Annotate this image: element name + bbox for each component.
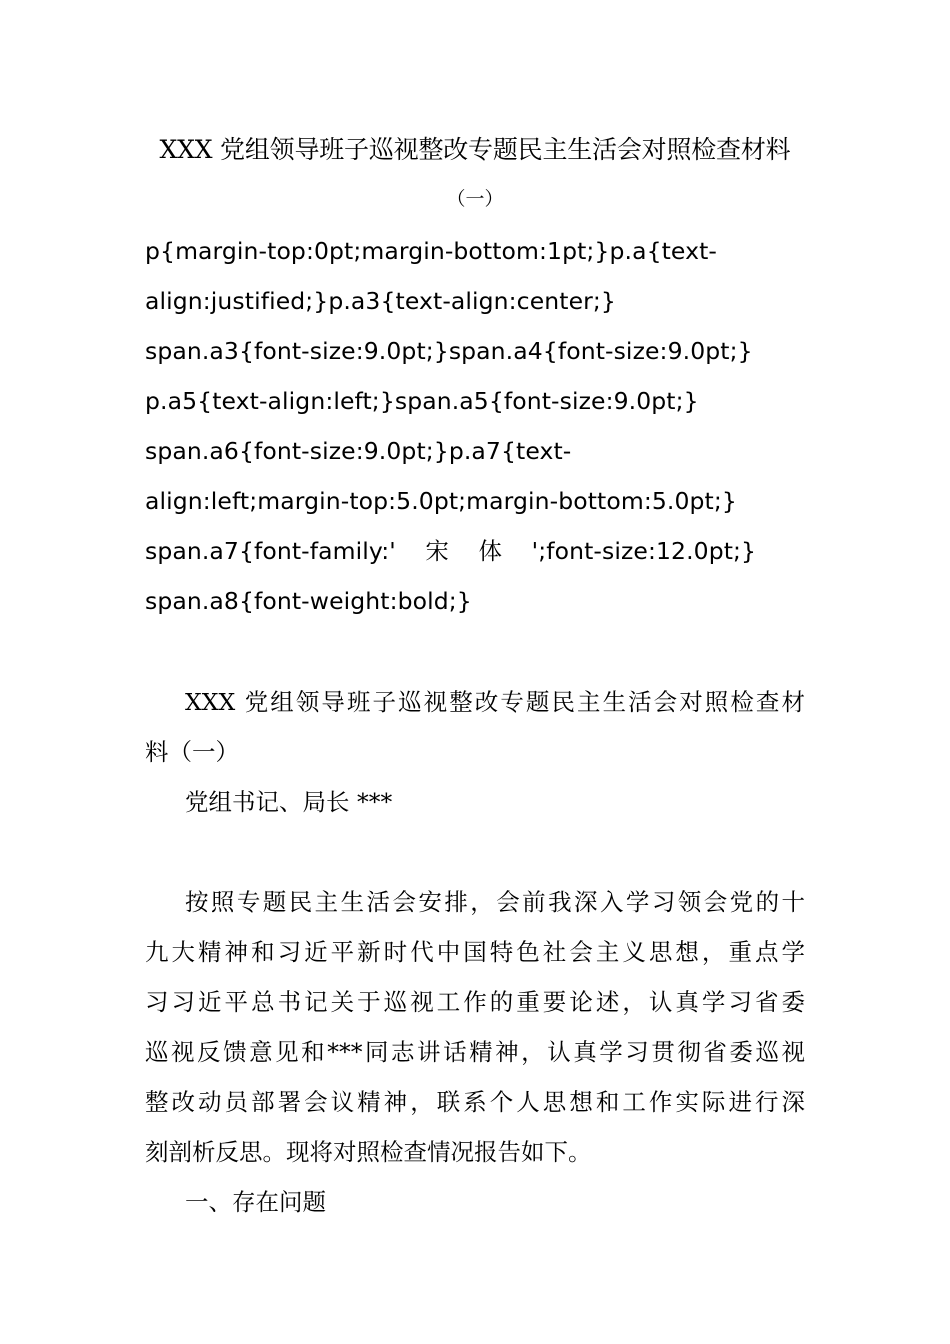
css-leak-line: span.a8{font-weight:bold;} xyxy=(145,587,472,615)
intro-line: 整改动员部署会议精神，联系个人思想和工作实际进行深 xyxy=(145,1088,805,1116)
heading-paragraph xyxy=(145,677,805,777)
css-leak-line: align:left;margin-top:5.0pt;margin-bottom:5.0pt;} xyxy=(145,487,737,515)
intro-line: 按照专题民主生活会安排，会前我深入学习领会党的十 xyxy=(185,888,805,916)
heading-line: XXX 党组领导班子巡视整改专题民主生活会对照检查材 xyxy=(185,688,805,716)
css-leak-line: p{margin-top:0pt;margin-bottom:1pt;}p.a{text- xyxy=(145,237,717,265)
css-leak-line: span.a3{font-size:9.0pt;}span.a4{font-size:9.0pt;} xyxy=(145,337,753,365)
css-leak-text xyxy=(145,226,805,626)
css-leak-line: align:justified;}p.a3{text-align:center;} xyxy=(145,287,616,315)
intro-line: 习习近平总书记关于巡视工作的重要论述，认真学习省委 xyxy=(145,988,805,1016)
css-leak-line: span.a6{font-size:9.0pt;}p.a7{text- xyxy=(145,437,572,465)
section-heading-text: 一、存在问题 xyxy=(185,1188,326,1216)
blank-line xyxy=(145,827,805,877)
document-subtitle: （一） xyxy=(446,188,504,210)
intro-paragraph xyxy=(145,877,805,1177)
author-text: 党组书记、局长 *** xyxy=(185,788,393,816)
css-leak-line: span.a7{font-family:' 宋 体 ';font-size:12.0pt;} xyxy=(145,537,757,565)
css-leak-line: p.a5{text-align:left;}span.a5{font-size:9.0pt;} xyxy=(145,387,699,415)
document-title: XXX 党组领导班子巡视整改专题民主生活会对照检查材料 xyxy=(159,135,791,164)
intro-line: 刻剖析反思。现将对照检查情况报告如下。 xyxy=(145,1138,592,1166)
document-body xyxy=(145,677,805,1227)
intro-line: 巡视反馈意见和***同志讲话精神，认真学习贯彻省委巡视 xyxy=(145,1038,805,1066)
section-heading xyxy=(145,1177,805,1227)
heading-line: 料（一） xyxy=(145,738,239,766)
author-line xyxy=(145,777,805,827)
intro-line: 九大精神和习近平新时代中国特色社会主义思想，重点学 xyxy=(145,938,805,966)
